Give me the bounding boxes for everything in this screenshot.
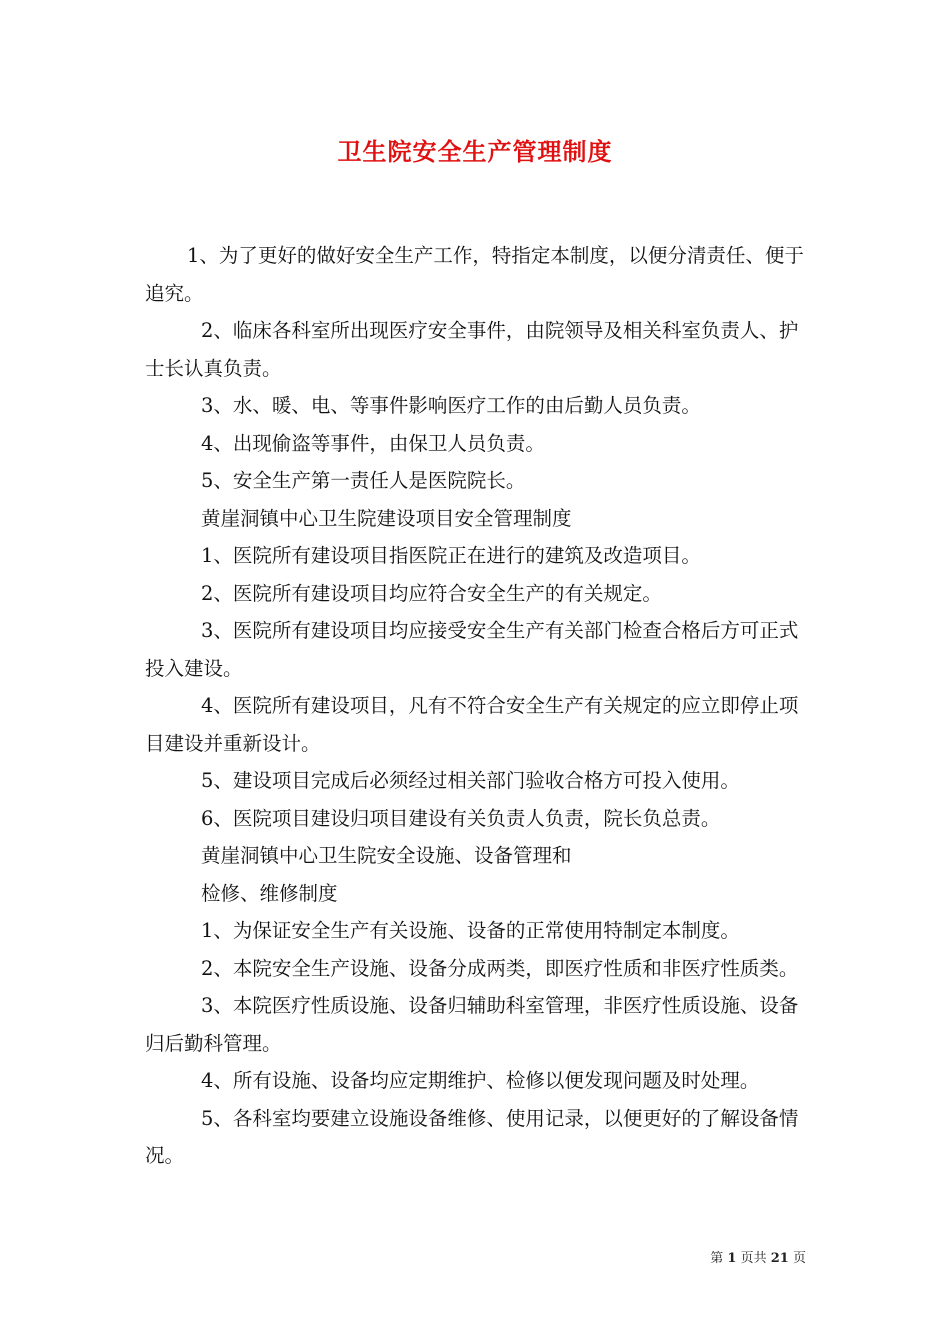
paragraph: 1、为了更好的做好安全生产工作，特指定本制度，以便分清责任、便于追究。 [145,244,804,305]
paragraph: 3、本院医疗性质设施、设备归辅助科室管理，非医疗性质设施、设备归后勤科管理。 [145,994,799,1055]
paragraph: 3、医院所有建设项目均应接受安全生产有关部门检查合格后方可正式投入建设。 [145,619,799,680]
footer-prefix: 第 [710,1251,724,1266]
section-heading: 黄崖洞镇中心卫生院安全设施、设备管理和 [201,844,572,867]
paragraph: 2、临床各科室所出现医疗安全事件，由院领导及相关科室负责人、护士长认真负责。 [145,319,799,380]
page-number-footer [710,1247,806,1266]
paragraph: 1、为保证安全生产有关设施、设备的正常使用特制定本制度。 [201,919,740,942]
footer-middle: 页共 [740,1251,767,1266]
document-title: 卫生院安全生产管理制度 [337,137,613,166]
document-body [145,237,813,1175]
paragraph: 1、医院所有建设项目指医院正在进行的建筑及改造项目。 [201,544,701,567]
paragraph: 3、水、暖、电、等事件影响医疗工作的由后勤人员负责。 [201,394,701,417]
current-page-number: 1 [727,1251,737,1266]
paragraph: 4、医院所有建设项目，凡有不符合安全生产有关规定的应立即停止项目建设并重新设计。 [145,694,799,755]
footer-suffix: 页 [792,1251,806,1266]
paragraph: 4、出现偷盗等事件，由保卫人员负责。 [201,431,545,455]
paragraph: 5、安全生产第一责任人是医院院长。 [201,469,526,492]
paragraph: 5、各科室均要建立设施设备维修、使用记录，以便更好的了解设备情况。 [145,1106,799,1167]
section-heading: 检修、维修制度 [201,881,338,905]
paragraph: 4、所有设施、设备均应定期维护、检修以便发现问题及时处理。 [201,1069,760,1092]
paragraph: 5、建设项目完成后必须经过相关部门验收合格方可投入使用。 [201,769,740,792]
paragraph: 2、本院安全生产设施、设备分成两类，即医疗性质和非医疗性质类。 [201,956,799,980]
paragraph: 6、医院项目建设归项目建设有关负责人负责，院长负总责。 [201,806,721,830]
paragraph: 2、医院所有建设项目均应符合安全生产的有关规定。 [201,581,662,605]
section-heading: 黄崖洞镇中心卫生院建设项目安全管理制度 [201,506,572,530]
total-page-count: 21 [770,1251,789,1266]
